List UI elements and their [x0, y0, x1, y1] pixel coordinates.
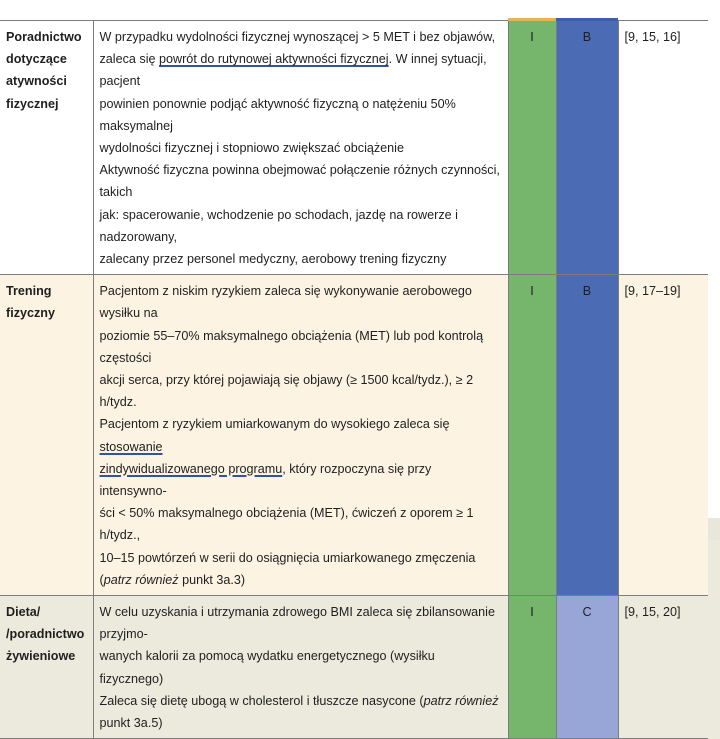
references-cell: [9, 17–19]: [618, 275, 708, 596]
description-line: akcji serca, przy której pojawiają się objawy (≥ 1500 kcal/tydz.), ≥ 2 h/tydz.: [99, 373, 474, 410]
description-line: W przypadku wydolności fizycznej wynoszącej > 5 MET i bez objawów,: [99, 30, 496, 44]
level-cell: C: [556, 596, 618, 739]
table-row: [0, 275, 708, 596]
description-line: [100, 690, 502, 712]
category-cell: [0, 21, 93, 275]
description-text: zaleca się: [99, 52, 160, 67]
description-line: [100, 413, 502, 457]
class-cell: I: [508, 21, 556, 275]
description-text: . W innej sytuacji, pacjent: [99, 52, 487, 89]
italic-text: patrz również: [423, 693, 499, 708]
category-line: /poradnictwo: [6, 627, 85, 642]
category-line: atywności: [6, 74, 67, 89]
category-line: fizyczny: [6, 306, 55, 321]
category-cell: [0, 275, 93, 596]
description-line: zalecany przez personel medyczny, aerobowy trening fizyczny: [99, 252, 447, 267]
description-text: Zaleca się dietę ubogą w cholesterol i tłuszcze nasycone (: [99, 693, 424, 708]
level-cell: B: [556, 21, 618, 275]
underlined-text: zindywidualizowanego programu: [99, 461, 283, 476]
italic-text: patrz również: [103, 572, 179, 587]
references-cell: [9, 15, 16]: [618, 21, 708, 275]
category-line: Trening: [6, 284, 52, 299]
references-cell: [9, 15, 20]: [618, 596, 708, 739]
category-line: dotyczące: [6, 52, 67, 67]
description-cell: [93, 275, 508, 596]
description-cell: [93, 21, 508, 275]
description-text: Pacjentom z ryzykiem umiarkowanym do wysokiego zaleca się: [99, 417, 450, 432]
underlined-text: stosowanie: [99, 439, 163, 454]
category-line: żywieniowe: [6, 649, 76, 664]
class-cell: I: [508, 275, 556, 596]
level-column-top-accent: [556, 18, 618, 21]
description-line: jak: spacerowanie, wchodzenie po schodach, jazdę na rowerze i nadzorowany,: [99, 207, 458, 244]
description-line: Pacjentom z niskim ryzykiem zaleca się wykonywanie aerobowego wysiłku na: [99, 284, 472, 321]
description-line: wydolności fizycznej i stopniowo zwiększać obciążenie: [99, 141, 404, 156]
description-text: punkt 3a.3): [178, 572, 246, 587]
description-line: Aktywność fizyczna powinna obejmować połączenie różnych czynności, takich: [99, 163, 500, 200]
class-cell: I: [508, 596, 556, 739]
description-text: , który rozpoczyna się przy intensywno-: [99, 461, 432, 499]
description-line: powinien ponownie podjąć aktywność fizyczną o natężeniu 50% maksymalnej: [99, 96, 456, 133]
description-line: [100, 458, 502, 502]
category-cell: [0, 596, 93, 739]
description-text: (: [99, 572, 104, 587]
description-line: [100, 569, 502, 591]
category-line: fizycznej: [6, 96, 59, 111]
description-line: [100, 48, 502, 92]
level-cell: B: [556, 275, 618, 596]
table-row: [0, 596, 708, 739]
description-line: poziomie 55–70% maksymalnego obciążenia (MET) lub pod kontrolą częstości: [99, 328, 484, 365]
class-column-top-accent: [508, 18, 556, 21]
description-cell: [93, 596, 508, 739]
underlined-text: powrót do rutynowej aktywności fizycznej: [159, 52, 389, 67]
description-line: wanych kalorii za pomocą wydatku energetycznego (wysiłku fizycznego): [99, 649, 435, 686]
description-line: W celu uzyskania i utrzymania zdrowego BMI zaleca się zbilansowanie przyjmo-: [99, 605, 495, 642]
description-line: 10–15 powtórzeń w serii do osiągnięcia umiarkowanego zmęczenia: [99, 550, 476, 565]
recommendations-table: [0, 20, 708, 739]
category-line: Poradnictwo: [6, 30, 82, 44]
table-row: [0, 21, 708, 275]
description-line: punkt 3a.5): [99, 716, 163, 731]
category-line: Dieta/: [6, 605, 41, 620]
description-line: ści < 50% maksymalnego obciążenia (MET), ćwiczeń z oporem ≥ 1 h/tydz.,: [99, 506, 474, 543]
